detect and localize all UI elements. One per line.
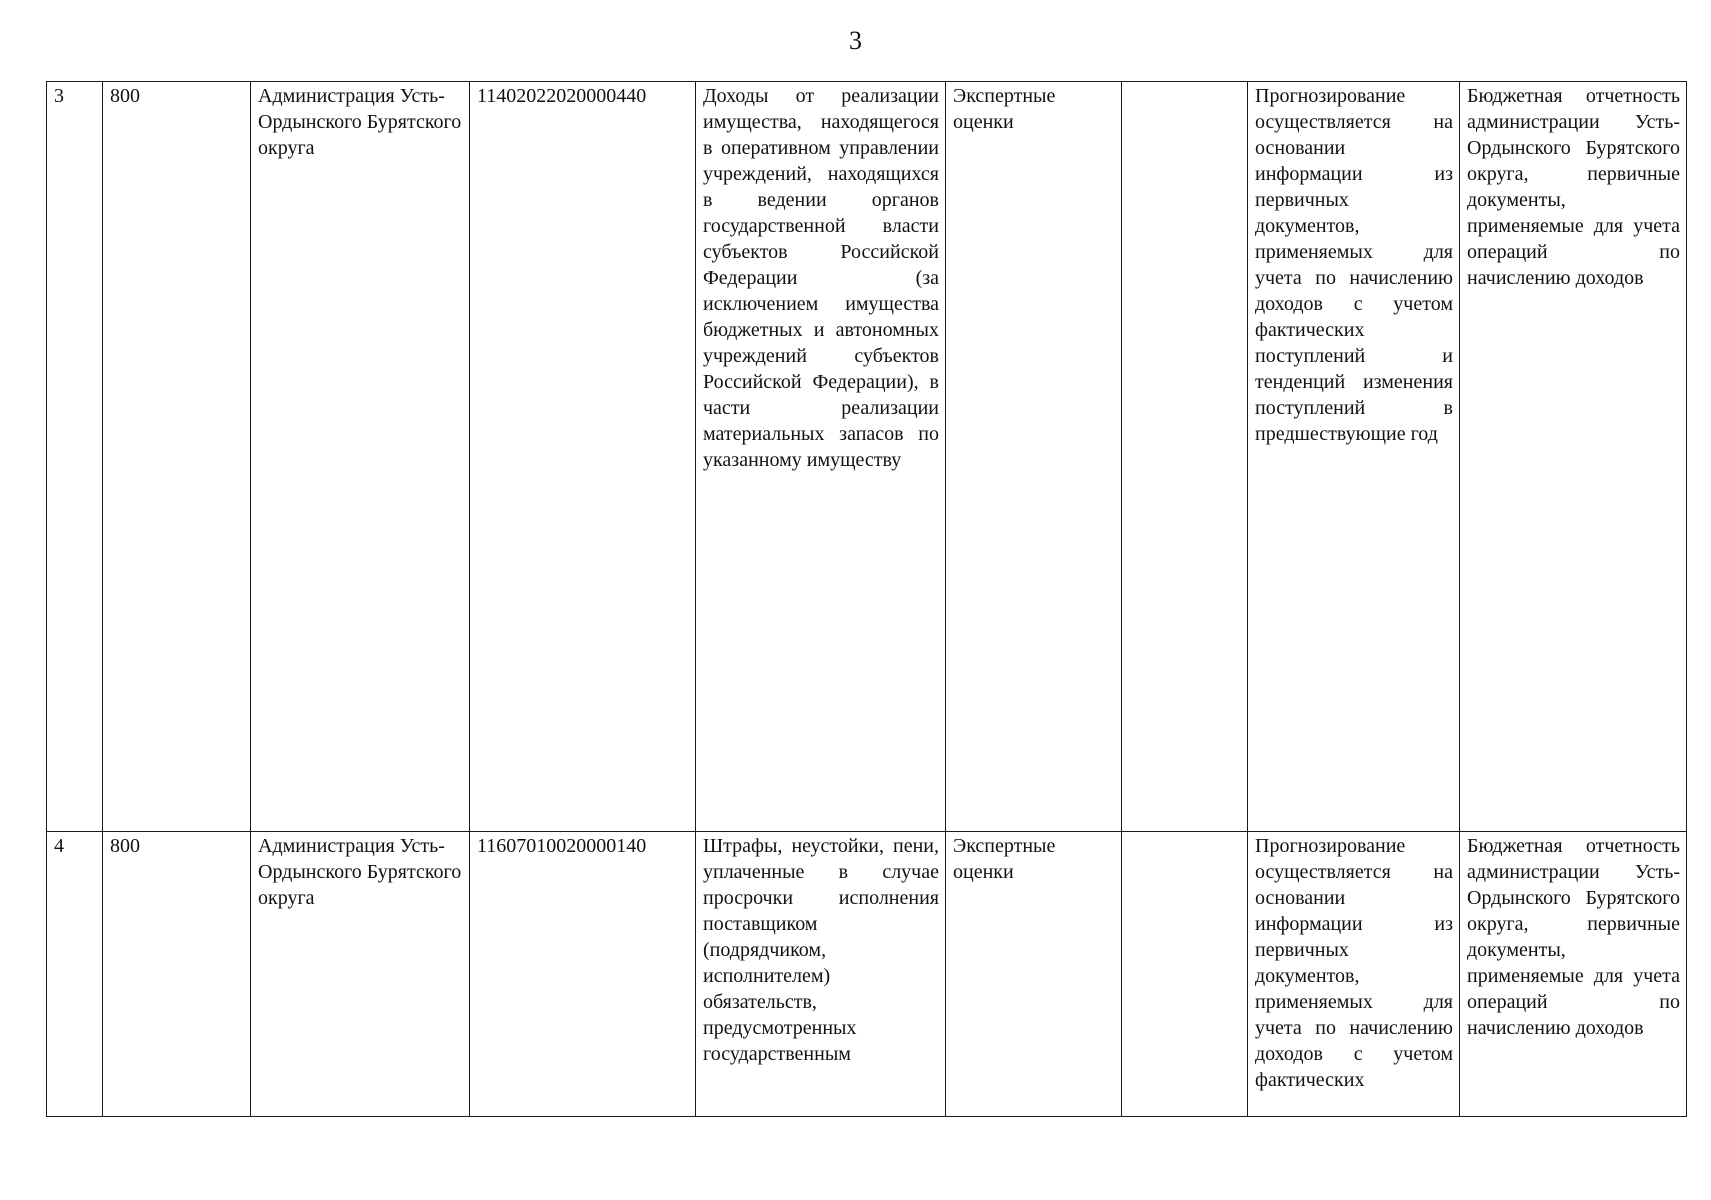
budget-classification-code: 11402022020000440 bbox=[470, 82, 696, 832]
income-forecast-table bbox=[46, 81, 1687, 1117]
admin-code: 800 bbox=[103, 82, 251, 832]
data-source: Бюджетная отчетность администрации Усть-Ордынского Бурятского округа, первичные документы, применяемые для учета операций по начислению доходов bbox=[1460, 82, 1687, 832]
page-number: 3 bbox=[849, 26, 862, 55]
row-number: 3 bbox=[47, 82, 103, 832]
admin-code: 800 bbox=[103, 832, 251, 1117]
forecast-method: Прогнозирование осуществляется на основании информации из первичных документов, применяемых для учета по начислению доходов с учетом фактических поступлений и тенденций изменения поступлений в предшествующие год bbox=[1248, 82, 1460, 832]
income-name: Штрафы, неустойки, пени, уплаченные в случае просрочки исполнения поставщиком (подрядчиком, исполнителем) обязательств, предусмотренных государственным bbox=[696, 832, 946, 1117]
calculation-method: Экспертные оценки bbox=[946, 832, 1122, 1117]
income-name: Доходы от реализации имущества, находящегося в оперативном управлении учреждений, находящихся в ведении органов государственной власти субъектов Российской Федерации (за исключением имущества бюджетных и автономных учреждений субъектов Российской Федерации), в части реализации материальных запасов по указанному имуществу bbox=[696, 82, 946, 832]
calculation-method: Экспертные оценки bbox=[946, 82, 1122, 832]
row-number: 4 bbox=[47, 832, 103, 1117]
table-row bbox=[47, 832, 1687, 1117]
table-row bbox=[47, 82, 1687, 832]
formula bbox=[1122, 82, 1248, 832]
budget-classification-code: 11607010020000140 bbox=[470, 832, 696, 1117]
formula bbox=[1122, 832, 1248, 1117]
admin-name: Администрация Усть-Ордынского Бурятского округа bbox=[251, 832, 470, 1117]
data-source: Бюджетная отчетность администрации Усть-Ордынского Бурятского округа, первичные документы, применяемые для учета операций по начислению доходов bbox=[1460, 832, 1687, 1117]
forecast-method: Прогнозирование осуществляется на основании информации из первичных документов, применяемых для учета по начислению доходов с учетом фактических bbox=[1248, 832, 1460, 1117]
admin-name: Администрация Усть-Ордынского Бурятского округа bbox=[251, 82, 470, 832]
